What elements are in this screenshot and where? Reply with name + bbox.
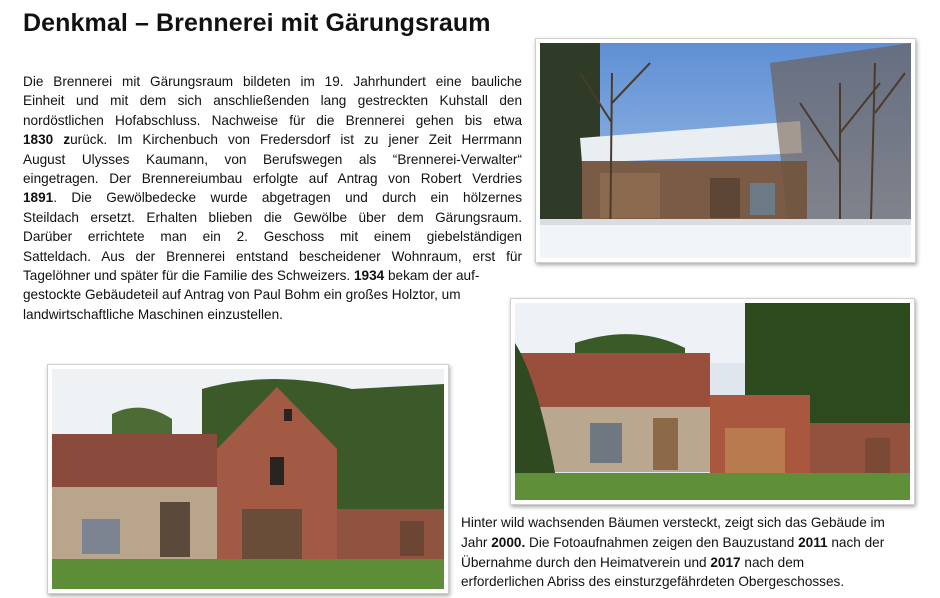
text-run: bekam der auf- <box>384 268 480 284</box>
text-line <box>23 130 522 149</box>
bold-text: 2011 <box>798 534 828 550</box>
text-line <box>23 266 522 285</box>
photo-2017 <box>47 364 449 594</box>
text-line <box>23 285 522 304</box>
text-line <box>23 188 522 207</box>
text-run: Satteldach. Aus der Brennerei entstand bescheidener Wohnraum, erst für <box>23 248 522 264</box>
text-line <box>23 227 522 246</box>
text-run: August Ulysses Kaumann, von Berufswegen als “Brennerei-Verwalter“ <box>23 151 522 167</box>
bold-text: 1830 z <box>23 132 71 148</box>
text-line <box>23 247 522 266</box>
history-paragraph <box>23 72 522 324</box>
text-run: Darüber errichtete man ein 2. Geschoss mit einem giebelständigen <box>23 229 522 245</box>
text-run: Die Fotoaufnahmen zeigen den Bauzustand <box>525 534 799 550</box>
text-line <box>461 513 921 533</box>
text-run: urück. Im Kirchenbuch von Fredersdorf ist zu jener Zeit Herrmann <box>70 132 522 148</box>
text-run: Die Brennerei mit Gärungsraum bildeten im 19. Jahrhundert eine bauliche <box>23 74 522 89</box>
caption-paragraph <box>461 513 921 592</box>
text-run: Einheit und mit dem sich anschließenden lang gestreckten Kuhstall den <box>23 93 522 109</box>
photo-2011 <box>510 298 915 505</box>
text-run: nordöstlichen Hofabschluss. Nachweise für die Brennerei gehen bis etwa <box>23 112 522 128</box>
text-run: gestockte Gebäudeteil auf Antrag von Paul Bohm ein großes Holztor, um <box>23 287 461 303</box>
text-run: Tagelöhner und später für die Familie des Schweizers. <box>23 268 354 284</box>
text-run: nach dem <box>740 554 805 570</box>
text-run: Steildach ersetzt. Erhalten blieben die Gewölbe über dem Gärungsraum. <box>23 209 522 225</box>
text-run: Übernahme durch den Heimatverein und <box>461 554 711 570</box>
photo-winter-2000 <box>535 38 916 263</box>
text-run: Hinter wild wachsenden Bäumen versteckt, zeigt sich das Gebäude im <box>461 515 885 530</box>
text-run: . Die Gewölbedecke wurde abgetragen und durch ein hölzernes <box>53 190 522 206</box>
text-run: nach der <box>827 534 885 550</box>
text-run: eingetragen. Der Brennereiumbau erfolgte auf Antrag von Robert Verdries <box>23 171 522 187</box>
text-line <box>23 72 522 91</box>
text-line <box>23 150 522 169</box>
text-line <box>461 553 921 573</box>
text-line <box>23 111 522 130</box>
bold-text: 2017 <box>710 554 741 570</box>
text-run: landwirtschaftliche Maschinen einzustellen. <box>23 306 283 322</box>
text-line <box>461 572 921 592</box>
text-line <box>461 533 921 553</box>
bold-text: 1891 <box>23 190 54 206</box>
bold-text: 1934 <box>353 268 385 284</box>
text-run: erforderlichen Abriss des einsturzgefährdeten Obergeschosses. <box>461 574 845 590</box>
bold-text: 2000. <box>491 534 526 550</box>
text-line <box>23 169 522 188</box>
text-line <box>23 305 522 324</box>
text-line <box>23 91 522 110</box>
page-title: Denkmal – Brennerei mit Gärungsraum <box>23 9 491 37</box>
text-line <box>23 208 522 227</box>
text-run: Jahr <box>461 534 492 550</box>
